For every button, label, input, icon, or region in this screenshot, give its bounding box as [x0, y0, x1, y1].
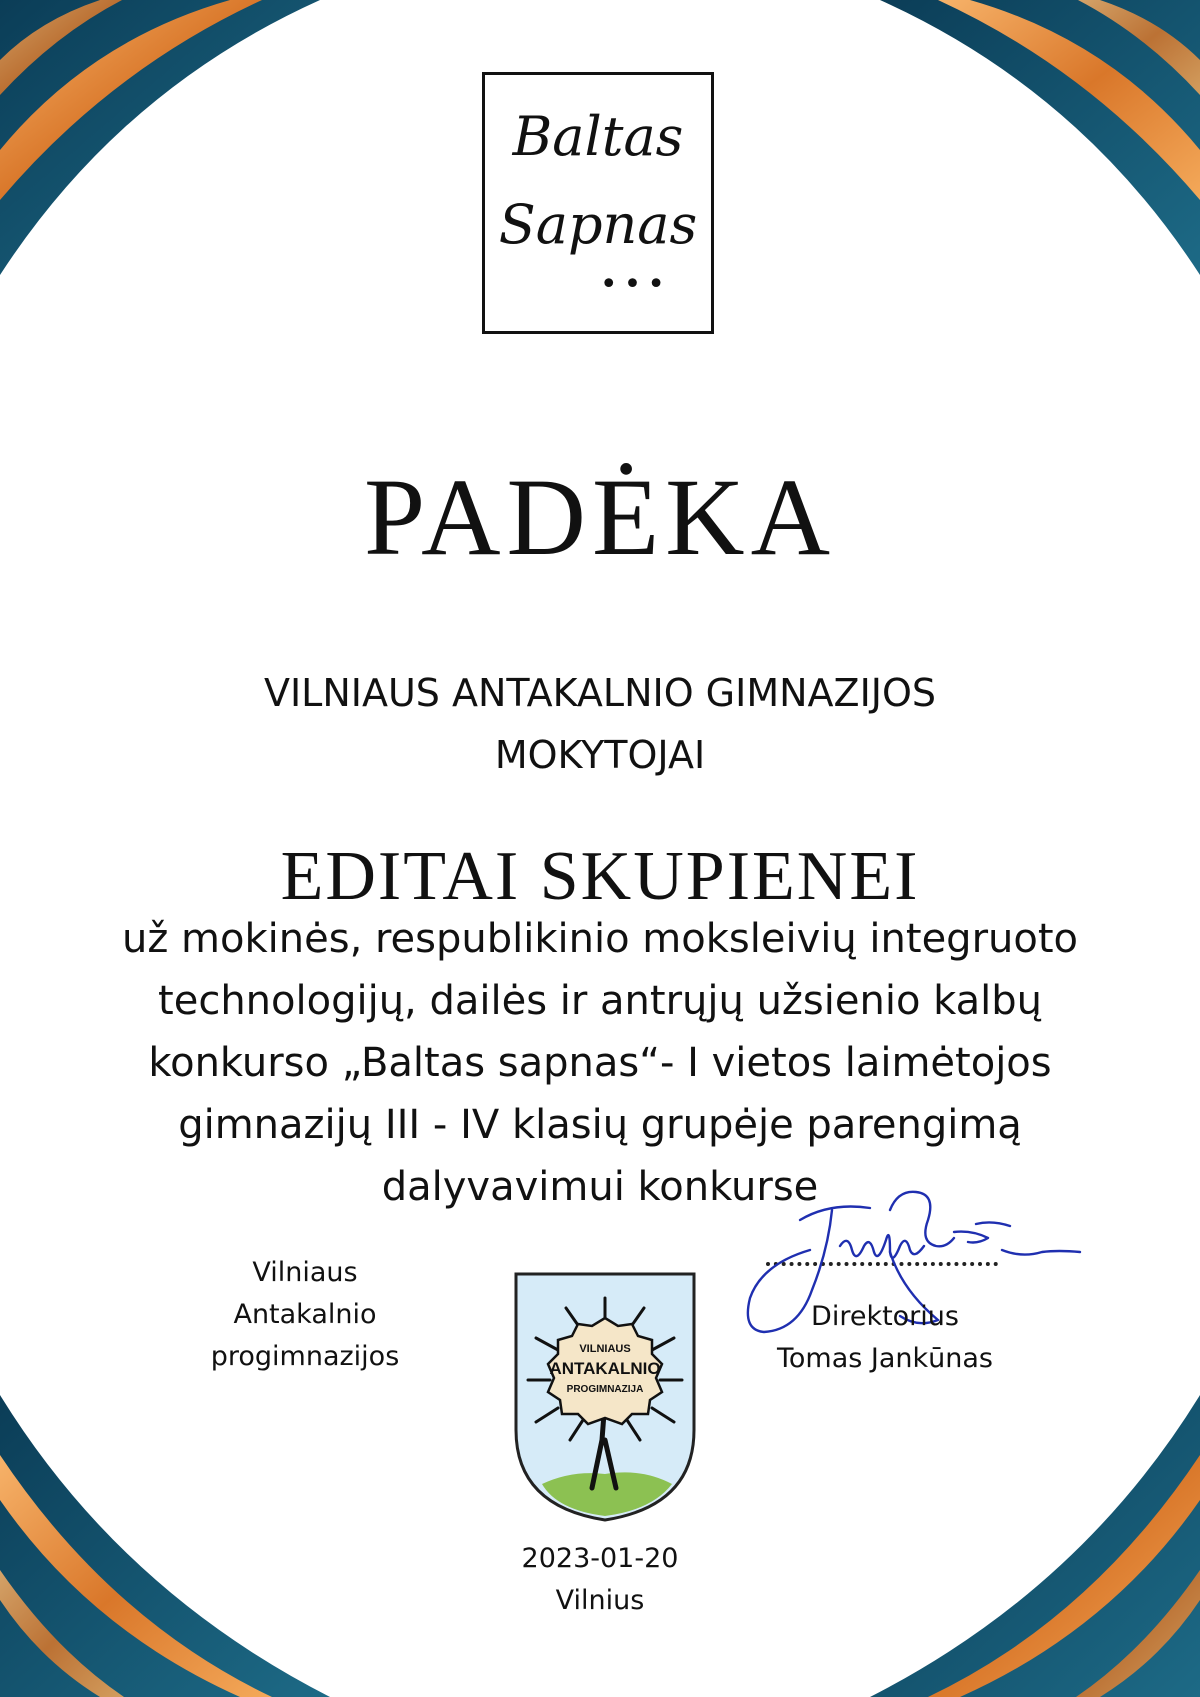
school-heading-line1: VILNIAUS ANTAKALNIO GIMNAZIJOS: [263, 671, 937, 715]
logo-text-line1: Baltas: [512, 105, 684, 168]
reason-line: technologijų, dailės ir antrųjų užsienio kalbų: [158, 978, 1042, 1024]
reason-line: gimnazijų III - IV klasių grupėje parengimą: [178, 1102, 1022, 1148]
issuer-line: progimnazijos: [210, 1341, 400, 1372]
date-place: [450, 1538, 750, 1622]
school-heading: [0, 662, 1200, 786]
school-emblem: [512, 1270, 698, 1524]
reason-line: dalyvavimui konkurse: [381, 1164, 819, 1210]
logo-text-line2: Sapnas: [498, 193, 698, 256]
issuer-line: Antakalnio: [233, 1299, 377, 1330]
school-heading-line2: MOKYTOJAI: [494, 733, 706, 777]
reason-line: konkurso „Baltas sapnas“- I vietos laimėtojos: [148, 1040, 1052, 1086]
issue-city: Vilnius: [555, 1585, 645, 1616]
award-reason: [80, 908, 1120, 1218]
issue-date: 2023-01-20: [521, 1543, 679, 1574]
recipient-name: EDITAI SKUPIENEI: [280, 838, 920, 915]
signer-name: Tomas Jankūnas: [776, 1343, 993, 1374]
issuer-line: Vilniaus: [252, 1257, 358, 1288]
signer-block: [740, 1296, 1030, 1380]
event-logo: [482, 72, 714, 334]
emblem-text-line2: ANTAKALNIO: [549, 1359, 661, 1378]
reason-line: už mokinės, respublikinio moksleivių integruoto: [121, 916, 1078, 962]
issuer-block: [140, 1252, 470, 1378]
emblem-text-line3: PROGIMNAZIJA: [566, 1384, 644, 1395]
emblem-text-line1: VILNIAUS: [579, 1343, 631, 1355]
signer-role: Direktorius: [811, 1301, 959, 1332]
certificate-title: PADĖKA: [363, 456, 837, 578]
logo-dots: •••: [599, 267, 671, 302]
